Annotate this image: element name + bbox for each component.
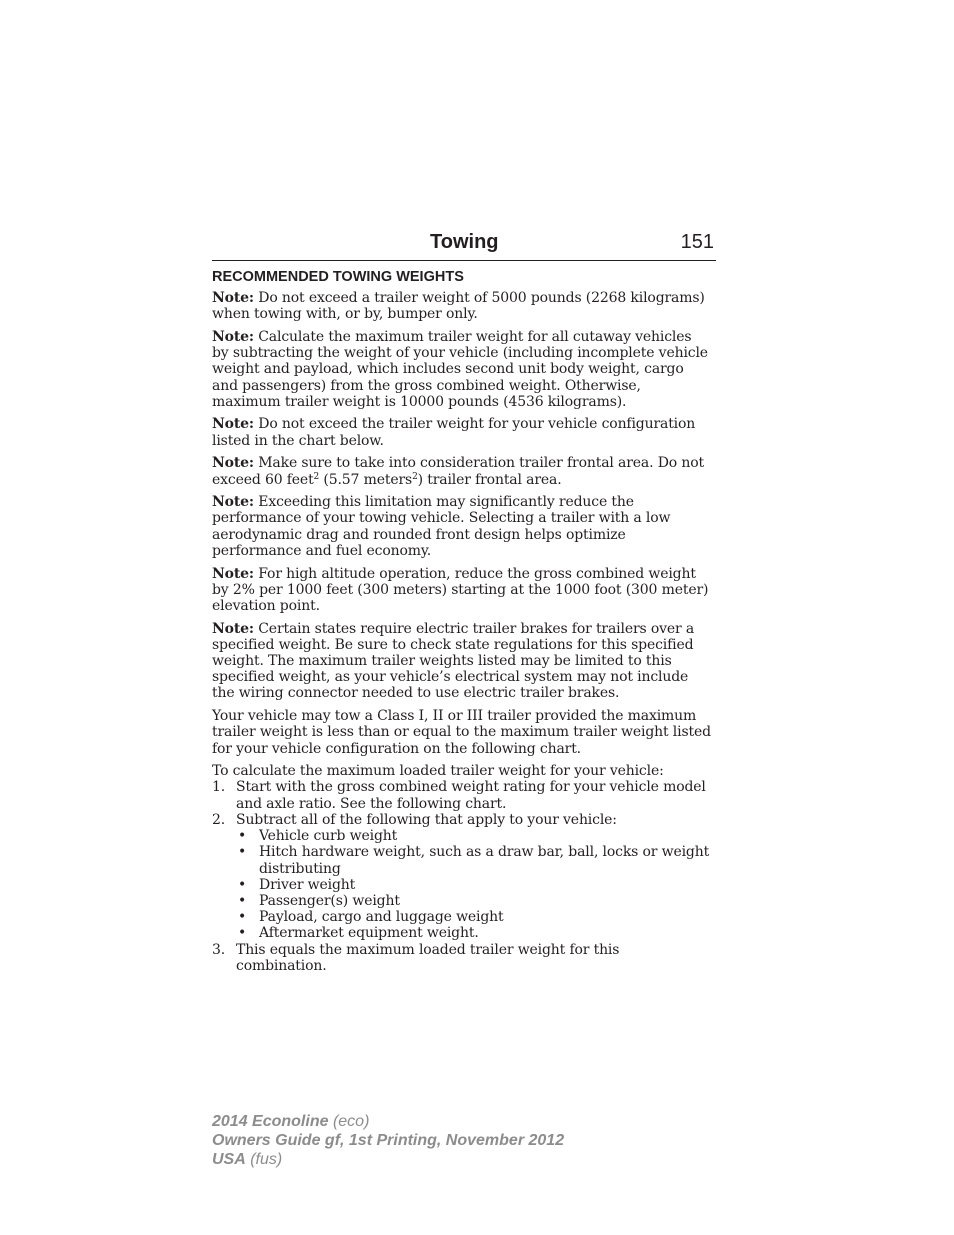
list-item — [212, 779, 712, 811]
page-content — [212, 267, 712, 974]
note-label: Note: — [212, 290, 254, 306]
bullet-icon: • — [238, 892, 247, 909]
note-paragraph — [212, 329, 712, 410]
bullet-text: Hitch hardware weight, such as a draw bar, ball, locks or weight distributing — [259, 844, 710, 877]
footer-model-code: (eco) — [328, 1113, 370, 1130]
note-label: Note: — [212, 565, 254, 582]
body-paragraph: Your vehicle may tow a Class I, II or III trailer provided the maximum trailer weight is less than or equal to the maximum trailer weight listed for your vehicle configuration on the following chart. — [212, 708, 711, 757]
footer-market: USA — [212, 1151, 246, 1168]
page-footer — [212, 1112, 564, 1169]
chapter-title: Towing — [430, 231, 499, 253]
note-label: Note: — [212, 416, 254, 433]
bullet-text: Driver weight — [259, 876, 356, 893]
note-text: (5.57 meters — [319, 471, 413, 488]
bullet-list — [236, 828, 712, 941]
note-paragraph — [212, 290, 712, 322]
note-text: Make sure to take into consideration trailer frontal area. Do not exceed 60 feet — [212, 455, 704, 488]
footer-market-code: (fus) — [245, 1151, 283, 1168]
bullet-icon: • — [238, 925, 247, 942]
bullet-text: Payload, cargo and luggage weight — [259, 909, 504, 926]
list-item — [236, 844, 712, 876]
bullet-icon: • — [238, 876, 247, 893]
page-number: 151 — [680, 231, 714, 253]
step-text: Subtract all of the following that apply to your vehicle: — [236, 811, 617, 828]
bullet-icon: • — [238, 909, 247, 926]
footer-printing: Owners Guide gf, 1st Printing, November 2012 — [212, 1132, 565, 1149]
section-title: RECOMMENDED TOWING WEIGHTS — [212, 269, 464, 285]
note-label: Note: — [212, 494, 254, 511]
footer-model-line — [212, 1112, 564, 1131]
note-paragraph — [212, 621, 712, 702]
note-text: For high altitude operation, reduce the gross combined weight by 2% per 1000 feet (300 meters) starting at the 1000 foot (300 meter) elevation point. — [212, 565, 709, 614]
bullet-icon: • — [238, 828, 247, 845]
note-paragraph — [212, 455, 712, 487]
note-text: Calculate the maximum trailer weight for all cutaway vehicles by subtracting the weight of your vehicle (including incomplete vehicle weight and payload, which includes second unit body weight, cargo and passengers) from the gross combined weight. Otherwise, maximum trailer weight is 10000 pounds (4536 kilograms). — [212, 328, 708, 410]
list-item — [236, 877, 712, 893]
step-text: This equals the maximum loaded trailer weight for this combination. — [236, 941, 620, 974]
note-text: Certain states require electric trailer brakes for trailers over a specified weight. Be sure to check state regulations for this specified weight. The maximum trailer weights listed may be limited to this specified weight, as your vehicle’s electrical system may not include the wiring connector needed to use electric trailer brakes. — [212, 620, 695, 702]
superscript: 2 — [313, 471, 320, 482]
step-number: 1. — [212, 779, 226, 796]
steps-list — [212, 779, 712, 973]
calc-intro: To calculate the maximum loaded trailer weight for your vehicle: — [212, 763, 664, 780]
note-label: Note: — [212, 620, 254, 637]
note-text: Exceeding this limitation may significantly reduce the performance of your towing vehicle. Selecting a trailer with a low aerodynamic drag and rounded front design helps optimize performance and fuel economy. — [212, 494, 671, 559]
note-label: Note: — [212, 455, 254, 472]
page-header — [212, 229, 716, 261]
list-item — [236, 893, 712, 909]
bullet-text: Aftermarket equipment weight. — [259, 925, 479, 942]
bullet-text: Passenger(s) weight — [259, 892, 400, 909]
note-paragraph — [212, 566, 712, 615]
note-label: Note: — [212, 328, 254, 345]
step-number: 2. — [212, 811, 226, 828]
footer-market-line — [212, 1150, 564, 1169]
note-text: Do not exceed a trailer weight of 5000 pounds (2268 kilograms) when towing with, or by, bumper only. — [212, 290, 705, 323]
note-paragraph — [212, 416, 712, 448]
step-text: Start with the gross combined weight rating for your vehicle model and axle ratio. See the following chart. — [236, 779, 706, 812]
note-paragraph — [212, 494, 712, 559]
footer-model: 2014 Econoline — [212, 1113, 329, 1130]
list-item — [236, 909, 712, 925]
step-number: 3. — [212, 941, 226, 958]
list-item — [212, 812, 712, 942]
list-item — [212, 942, 712, 974]
bullet-text: Vehicle curb weight — [259, 828, 398, 845]
superscript: 2 — [412, 471, 418, 482]
note-text: Do not exceed the trailer weight for your vehicle configuration listed in the chart below. — [212, 416, 696, 449]
bullet-icon: • — [238, 844, 247, 861]
list-item — [236, 828, 712, 844]
note-text: ) trailer frontal area. — [417, 471, 562, 488]
list-item — [236, 925, 712, 941]
